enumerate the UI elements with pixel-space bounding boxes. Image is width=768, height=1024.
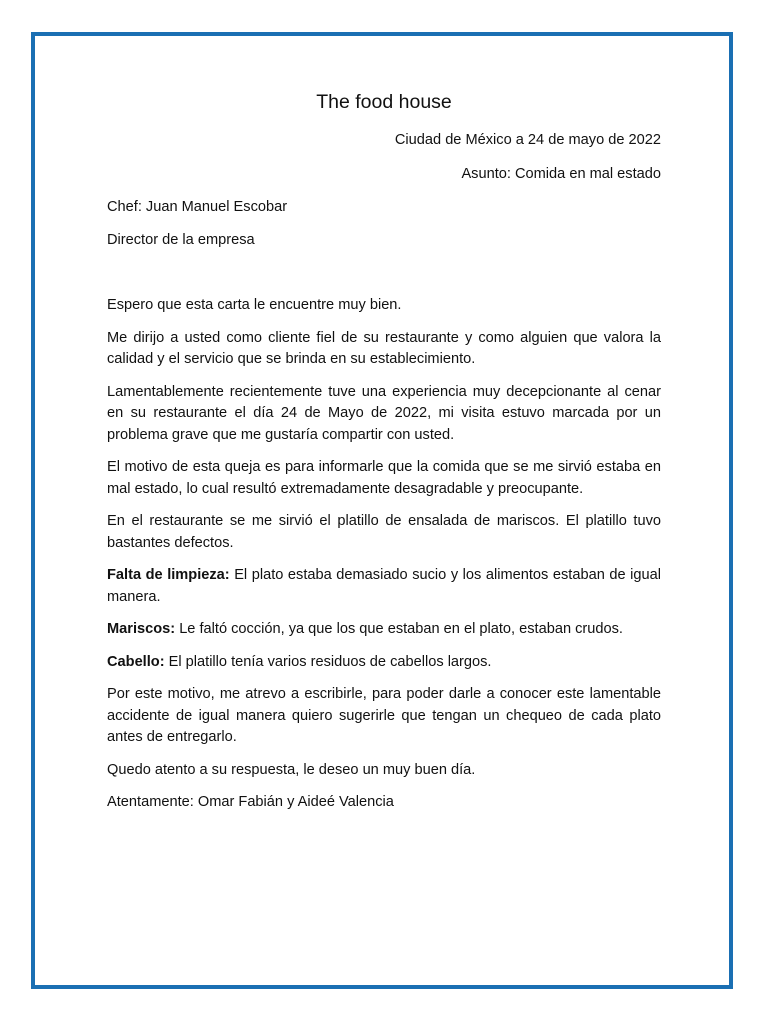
letter-body <box>107 90 661 825</box>
blank-line <box>107 262 661 295</box>
defect-label: Mariscos: <box>107 621 176 637</box>
date-line: Ciudad de México a 24 de mayo de 2022 <box>394 132 661 148</box>
recipient-name: Chef: Juan Manuel Escobar <box>107 199 288 215</box>
defect-text: El plato estaba demasiado sucio y los alimentos estaban de igual manera. <box>107 567 661 605</box>
paragraph-suggestion: Por este motivo, me atrevo a escribirle, para poder darle a conocer este lamentable accidente de igual manera quiero sugerirle que tengan un chequeo de cada plato antes de entregarlo. <box>107 686 661 745</box>
defect-text: Le faltó cocción, ya que los que estaban en el plato, estaban crudos. <box>175 621 623 637</box>
paragraph-experience: Lamentablemente recientemente tuve una experiencia muy decepcionante al cenar en su restaurante el día 24 de Mayo de 2022, mi visita estuvo marcada por un problema grave que me gustaría compartir con usted. <box>107 383 661 443</box>
paragraph-dish: En el restaurante se me sirvió el platillo de ensalada de mariscos. El platillo tuvo bastantes defectos. <box>107 513 661 551</box>
defect-item <box>107 565 661 608</box>
paragraph-intro: Me dirijo a usted como cliente fiel de su restaurante y como alguien que valora la calidad y el servicio que se brinda en su establecimiento. <box>107 329 661 367</box>
recipient-role: Director de la empresa <box>107 231 255 248</box>
closing-wish: Quedo atento a su respuesta, le deseo un muy buen día. <box>107 761 476 778</box>
letter-title: The food house <box>316 91 452 113</box>
defect-label: Falta de limpieza: <box>107 567 230 583</box>
defect-item <box>107 652 661 674</box>
paragraph-complaint: El motivo de esta queja es para informarle que la comida que se me sirvió estaba en mal estado, lo cual resultó extremadamente desagradable y preocupante. <box>107 459 661 497</box>
defect-label: Cabello: <box>107 653 165 670</box>
signature: Atentamente: Omar Fabián y Aideé Valencia <box>107 794 394 810</box>
subject-line: Asunto: Comida en mal estado <box>461 165 661 182</box>
defect-text: El platillo tenía varios residuos de cabellos largos. <box>164 653 492 670</box>
greeting: Espero que esta carta le encuentre muy bien. <box>107 297 402 313</box>
defect-item <box>107 619 661 641</box>
